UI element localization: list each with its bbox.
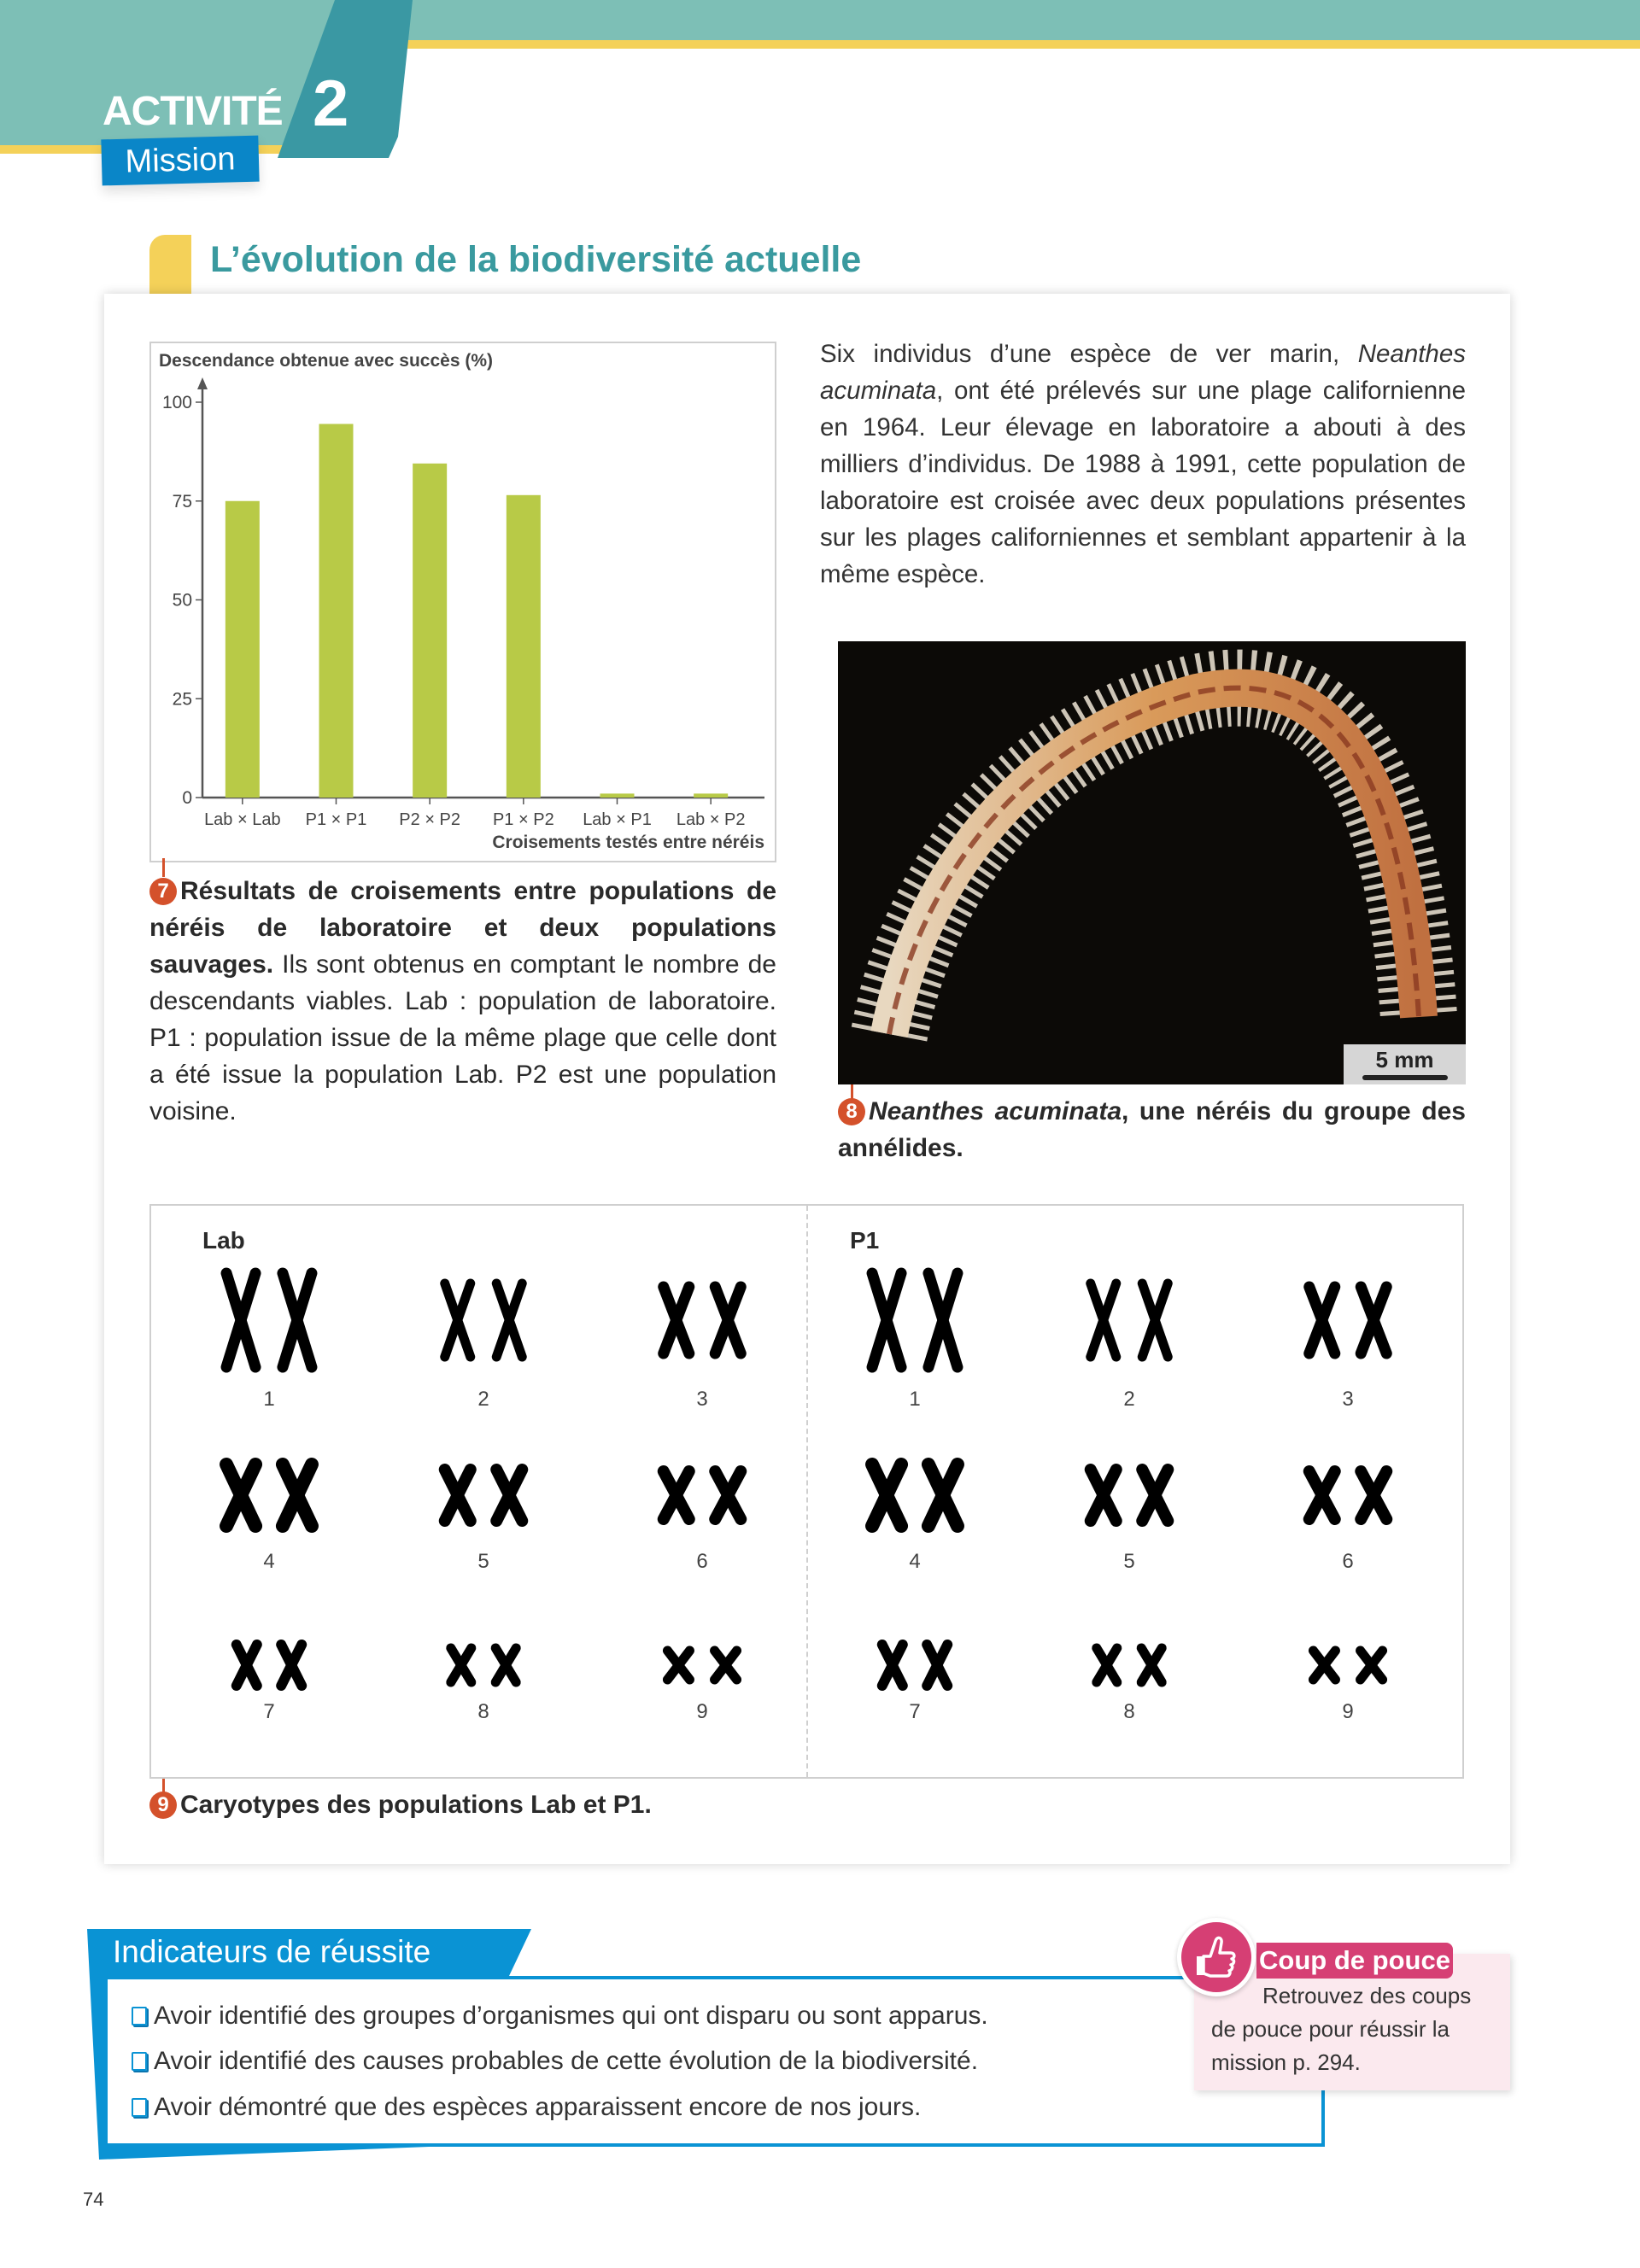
doc8-text: , une néréis du groupe des annélides. <box>838 1097 1466 1162</box>
y-tick-label: 50 <box>172 590 192 611</box>
pair-number: 1 <box>909 1388 921 1411</box>
pair-number: 8 <box>477 1700 489 1723</box>
pair-number: 6 <box>1342 1550 1354 1573</box>
pair-number: 2 <box>477 1388 489 1411</box>
y-tick-label: 100 <box>161 393 192 412</box>
bar <box>600 793 635 798</box>
lab-label: Lab <box>202 1227 245 1254</box>
pair-number: 3 <box>1342 1388 1354 1411</box>
help-text: Retrouvez des coups de pouce pour réussir la mission p. 294. <box>1211 1983 1472 2075</box>
activity-number: 2 <box>313 67 349 140</box>
pair-number: 9 <box>696 1700 708 1723</box>
chart-title: Descendance obtenue avec succès (%) <box>159 351 494 371</box>
y-tick-label: 0 <box>182 788 192 808</box>
intro-text-2: , ont été prélevés sur une plage californienne en 1964. Leur élevage en laboratoire a abouti à des milliers d’individus. De 1988 à 1991, cette population de laboratoire est croisée avec deux populations présentes sur les plages californiennes et semblant appartenir à la même espèce. <box>820 377 1466 588</box>
pair-number: 9 <box>1342 1700 1354 1723</box>
pair-number: 8 <box>1123 1700 1135 1723</box>
pair-number: 5 <box>477 1550 489 1573</box>
pair-number: 2 <box>1123 1388 1135 1411</box>
doc8-number: 8 <box>838 1098 865 1125</box>
intro-paragraph <box>820 336 1466 593</box>
scale-label: 5 mm <box>1375 1047 1434 1073</box>
pair-number: 4 <box>263 1550 275 1573</box>
doc7-title: Résultats de croisements entre populations de néréis de laboratoire et deux populations sauvages. <box>149 877 776 979</box>
intro-text-1: Six individus d’une espèce de ver marin, <box>820 340 1358 368</box>
intro-species: Neanthes acuminata <box>820 340 1466 405</box>
checkbox-icon[interactable] <box>132 2052 147 2071</box>
x-tick-label: Lab × Lab <box>204 810 281 829</box>
bar <box>413 464 447 798</box>
bar <box>694 793 728 798</box>
header-stripe <box>398 40 1640 49</box>
page-number: 74 <box>83 2189 104 2210</box>
indicator-text: Avoir identifié des causes probables de cette évolution de la biodiversité. <box>154 2047 979 2075</box>
indicators-title: Indicateurs de réussite <box>113 1934 431 1969</box>
activity-label: ACTIVITÉ <box>102 89 283 134</box>
bar <box>507 495 541 798</box>
pair-number: 5 <box>1123 1550 1135 1573</box>
doc7-number: 7 <box>149 878 177 905</box>
doc7-caption <box>149 873 776 1130</box>
doc8-caption <box>838 1093 1466 1166</box>
x-tick-label: Lab × P1 <box>583 810 652 829</box>
x-tick-label: Lab × P2 <box>676 810 746 829</box>
bar <box>319 424 354 798</box>
x-tick-label: P2 × P2 <box>399 810 461 829</box>
worm-illustration <box>838 641 1466 1084</box>
indicator-item[interactable] <box>132 2002 988 2031</box>
y-axis-arrow <box>197 377 208 389</box>
pair-number: 1 <box>263 1388 275 1411</box>
y-tick-label: 75 <box>172 491 192 511</box>
x-axis-label: Croisements testés entre néréis <box>492 833 764 852</box>
doc9-caption <box>149 1791 652 1820</box>
indicator-item[interactable] <box>132 2093 921 2122</box>
doc7-text: Ils sont obtenus en comptant le nombre de descendants viables. Lab : population de laboratoire. P1 : population issue de la même plage que celle dont a été issue la population Lab. P2 est une population voisine. <box>149 950 776 1125</box>
scale-line <box>1362 1075 1448 1080</box>
pair-number: 7 <box>909 1700 921 1723</box>
mission-badge: Mission <box>101 136 259 186</box>
indicator-item[interactable] <box>132 2047 978 2076</box>
scale-bar <box>1344 1044 1466 1084</box>
checkbox-icon[interactable] <box>132 2098 147 2117</box>
pair-number: 3 <box>696 1388 708 1411</box>
p1-label: P1 <box>850 1227 880 1254</box>
indicator-text: Avoir identifié des groupes d’organismes qui ont disparu ou sont apparus. <box>154 2002 988 2030</box>
karyotype-divider <box>806 1206 808 1777</box>
page-title: L’évolution de la biodiversité actuelle <box>210 239 862 280</box>
indicator-text: Avoir démontré que des espèces apparaissent encore de nos jours. <box>154 2093 922 2121</box>
worm-photo <box>838 641 1466 1084</box>
bar-chart <box>149 342 776 862</box>
x-tick-label: P1 × P1 <box>305 810 367 829</box>
doc9-title: Caryotypes des populations Lab et P1. <box>180 1791 652 1819</box>
pair-number: 4 <box>909 1550 921 1573</box>
help-title: Coup de pouce <box>1256 1943 1453 1979</box>
bar <box>226 501 260 798</box>
y-tick-label: 25 <box>172 689 192 710</box>
pair-number: 7 <box>263 1700 275 1723</box>
x-tick-label: P1 × P2 <box>492 810 554 829</box>
doc9-number: 9 <box>149 1792 177 1819</box>
doc8-species: Neanthes acuminata <box>869 1097 1122 1125</box>
pair-number: 6 <box>696 1550 708 1573</box>
title-marker <box>149 235 191 295</box>
checkbox-icon[interactable] <box>132 2007 147 2025</box>
